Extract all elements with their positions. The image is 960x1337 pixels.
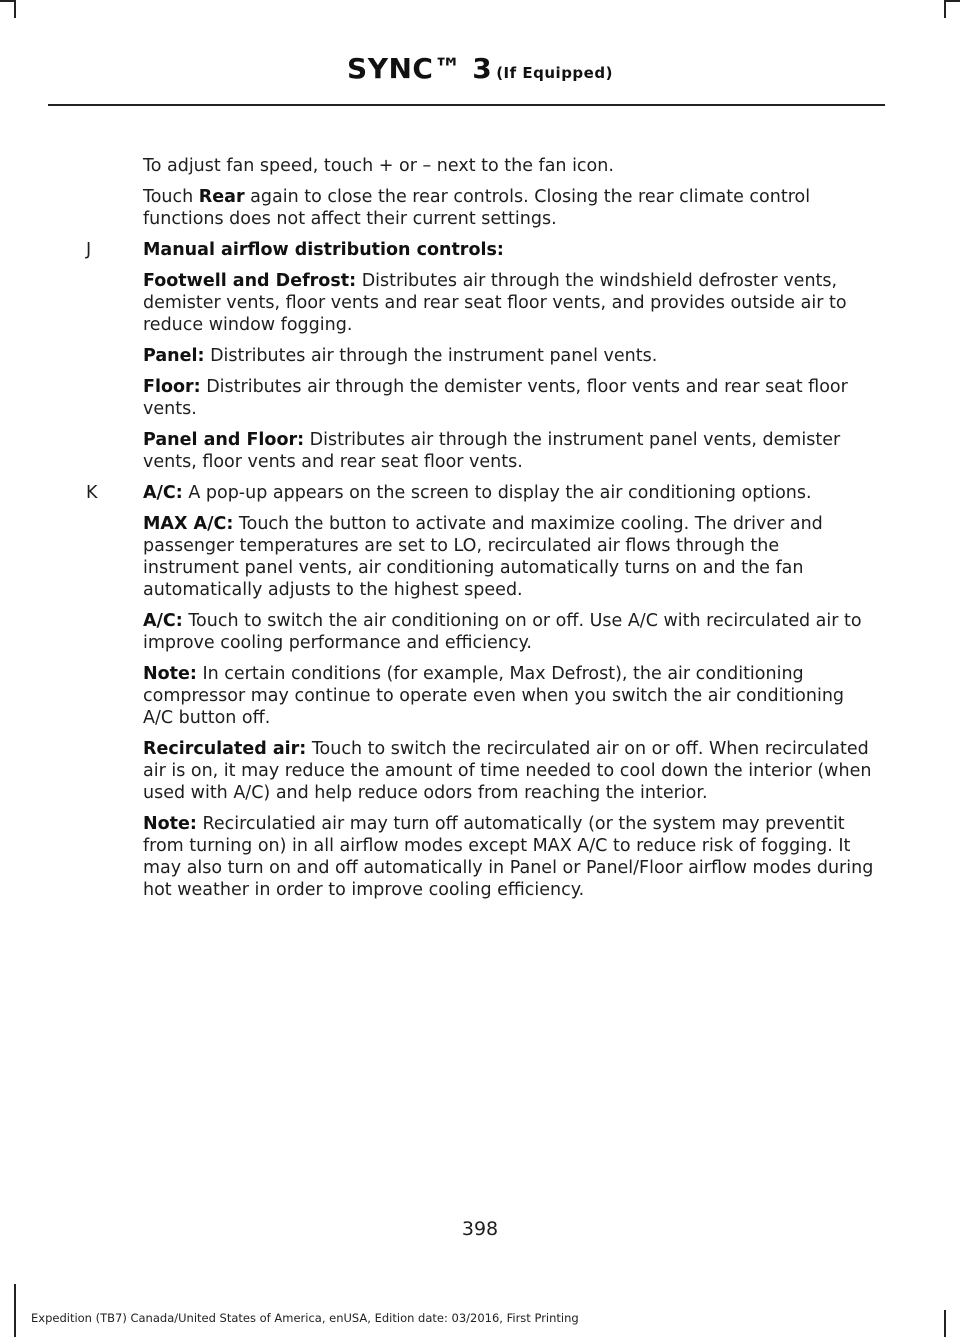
- paragraph-term: Manual airflow distribution controls:: [143, 240, 504, 260]
- crop-mark: [944, 1310, 946, 1337]
- crop-mark: [14, 0, 16, 18]
- paragraph: [143, 186, 878, 230]
- paragraph-text: Distributes air through the windshield defroster vents, demister vents, floor vents and rear seat floor vents, and provides outside air to reduce window fogging.: [143, 271, 847, 335]
- paragraph-text: Touch to switch the air conditioning on or off. Use A/C with recirculated air to improve cooling performance and efficiency.: [143, 611, 862, 653]
- paragraph: [143, 813, 878, 901]
- paragraph: [143, 610, 878, 654]
- paragraph-text: Recirculatied air may turn off automatically (or the system may preventit from turning on) in all airflow modes except MAX A/C to reduce risk of fogging. It may also turn on and off automatically in Panel or Panel/Floor airflow modes during hot weather in order to improve cooling efficiency.: [143, 814, 874, 900]
- page-number: 398: [461, 1218, 499, 1240]
- paragraph-text: Distributes air through the instrument panel vents, demister vents, floor vents and rear seat floor vents.: [143, 430, 841, 472]
- paragraph-text: In certain conditions (for example, Max Defrost), the air conditioning compressor may continue to operate even when you switch the air conditioning A/C button off.: [143, 664, 845, 728]
- paragraph-text: Touch the button to activate and maximize cooling. The driver and passenger temperatures are set to LO, recirculated air flows through the instrument panel vents, air conditioning automatically turns on and the fan automatically adjusts to the highest speed.: [143, 514, 823, 600]
- paragraph: [143, 663, 878, 729]
- paragraph-term: Footwell and Defrost:: [143, 271, 357, 291]
- paragraph: [143, 429, 878, 473]
- paragraph-term: Note:: [143, 814, 197, 834]
- paragraph-text: Distributes air through the demister vents, floor vents and rear seat floor vents.: [143, 377, 848, 419]
- paragraph-text: Distributes air through the instrument panel vents.: [204, 346, 658, 366]
- paragraph-text: To adjust fan speed, touch + or – next to the fan icon.: [143, 156, 614, 176]
- paragraph-term: Rear: [198, 187, 245, 207]
- paragraph-term: Panel:: [143, 346, 205, 366]
- crop-mark: [0, 0, 14, 2]
- paragraph-term: A/C:: [143, 611, 183, 631]
- paragraph-text: again to close the rear controls. Closing the rear climate control functions does not affect their current settings.: [143, 187, 811, 229]
- paragraph: [143, 738, 878, 804]
- crop-mark: [14, 1284, 16, 1337]
- document-body: [86, 155, 878, 910]
- paragraph: [143, 513, 878, 601]
- paragraph-term: Note:: [143, 664, 197, 684]
- header-title: SYNC™ 3: [347, 52, 493, 85]
- page-title: [0, 52, 960, 85]
- paragraph-term: Recirculated air:: [143, 739, 307, 759]
- paragraph: [143, 155, 878, 177]
- paragraph-term: A/C:: [143, 483, 183, 503]
- paragraph-term: Floor:: [143, 377, 201, 397]
- paragraph-text: Touch to switch the recirculated air on or off. When recirculated air is on, it may reduce the amount of time needed to cool down the interior (when used with A/C) and help reduce odors from reaching the interior.: [143, 739, 872, 803]
- footer-text: Expedition (TB7) Canada/United States of America, enUSA, Edition date: 03/2016, First Printing: [31, 1311, 579, 1325]
- paragraph: [86, 482, 878, 504]
- paragraph-text: Touch: [143, 187, 199, 207]
- paragraph-term: Panel and Floor:: [143, 430, 305, 450]
- crop-mark: [944, 0, 946, 18]
- paragraph: [143, 376, 878, 420]
- paragraph: [86, 239, 878, 261]
- item-key: J: [86, 240, 92, 260]
- paragraph: [143, 345, 878, 367]
- header-subtitle: (If Equipped): [496, 64, 613, 82]
- paragraph-text: A pop-up appears on the screen to display the air conditioning options.: [182, 483, 812, 503]
- item-key: K: [86, 483, 98, 503]
- crop-mark: [946, 0, 960, 2]
- header-divider: [48, 104, 885, 106]
- paragraph: [143, 270, 878, 336]
- paragraph-term: MAX A/C:: [143, 514, 234, 534]
